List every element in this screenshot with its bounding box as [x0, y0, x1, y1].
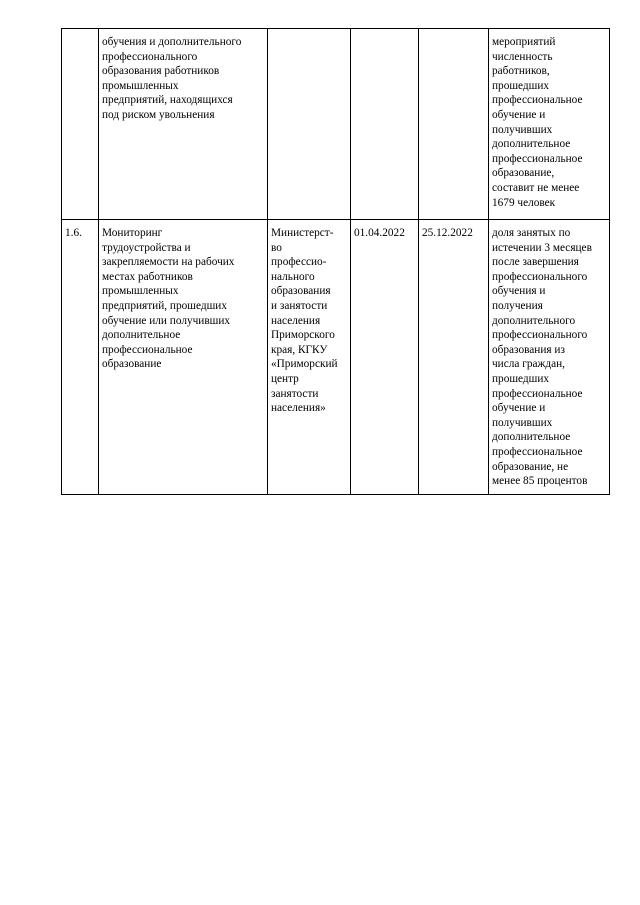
start-date-cell: 01.04.2022: [351, 220, 419, 495]
activity-cell: обучения и дополнительного профессионального образования работников промышленных предприятий, находящихся под риском увольнения: [99, 29, 268, 220]
row-number-cell: 1.6.: [62, 220, 99, 495]
row-number-cell: [62, 29, 99, 220]
table-row: [62, 29, 610, 220]
activity-cell: Мониторинг трудоустройства и закрепляемости на рабочих местах работников промышленных предприятий, прошедших обучение или получивших дополнительное профессиональное образование: [99, 220, 268, 495]
measures-table: [61, 28, 610, 495]
result-cell: доля занятых по истечении 3 месяцев после завершения профессионального обучения и получения дополнительного профессионального образования из числа граждан, прошедших профессиональное обучение и получивших дополнительное профессиональное образование, не менее 85 процентов: [489, 220, 610, 495]
end-date-cell: 25.12.2022: [419, 220, 489, 495]
result-cell: мероприятий численность работников, прошедших профессиональное обучение и получивших дополнительное профессиональное образование, составит не менее 1679 человек: [489, 29, 610, 220]
start-date-cell: [351, 29, 419, 220]
end-date-cell: [419, 29, 489, 220]
executor-cell: [268, 29, 351, 220]
table-row: [62, 220, 610, 495]
executor-cell: Министерст- во профессио- нального образования и занятости населения Приморского края, КГКУ «Приморский центр занятости населения»: [268, 220, 351, 495]
